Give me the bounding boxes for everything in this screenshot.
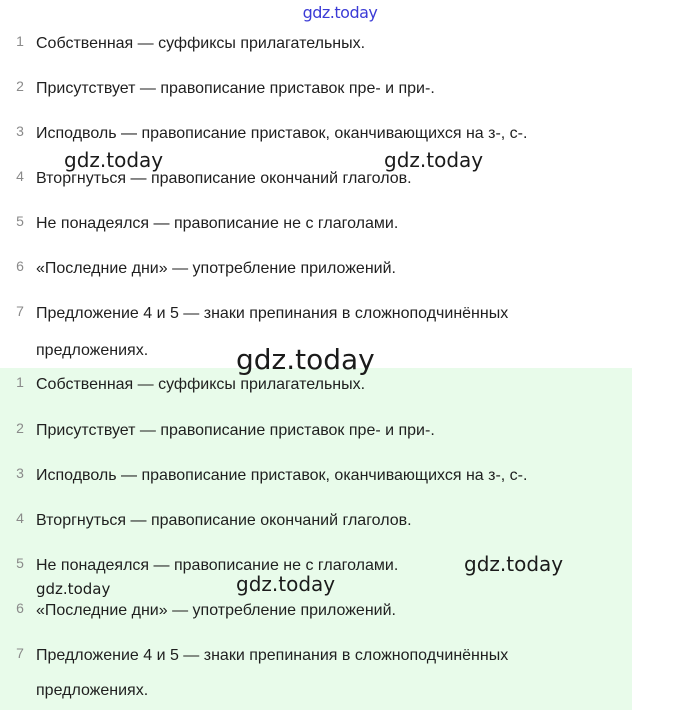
item-text: Присутствует — правописание приставок пре- и при-.: [36, 80, 435, 97]
item-number: 2: [16, 420, 24, 436]
item-text: Предложение 4 и 5 — знаки препинания в сложноподчинённых: [36, 305, 509, 322]
item-text: Предложение 4 и 5 — знаки препинания в сложноподчинённых: [36, 647, 509, 664]
answer-list-highlighted: [0, 368, 632, 710]
item-number: 5: [16, 213, 24, 229]
watermark-text: gdz.today: [36, 580, 111, 598]
item-number: 4: [16, 168, 24, 184]
item-text-continued: предложениях.: [36, 682, 149, 699]
item-number: 4: [16, 510, 24, 526]
item-text-continued: предложениях.: [36, 342, 149, 359]
item-number: 1: [16, 33, 24, 49]
item-number: 1: [16, 374, 24, 390]
item-number: 7: [16, 645, 24, 661]
item-text: Исподволь — правописание приставок, оканчивающихся на з-, с-.: [36, 125, 528, 142]
item-text: Вторгнуться — правописание окончаний глаголов.: [36, 512, 412, 529]
item-text: Присутствует — правописание приставок пре- и при-.: [36, 422, 435, 439]
item-number: 3: [16, 465, 24, 481]
item-text: «Последние дни» — употребление приложений.: [36, 602, 396, 619]
item-text: Собственная — суффиксы прилагательных.: [36, 35, 366, 52]
item-number: 6: [16, 600, 24, 616]
watermark-text: gdz.today: [236, 572, 336, 596]
watermark-text: gdz.today: [464, 552, 564, 576]
item-number: 6: [16, 258, 24, 274]
item-number: 2: [16, 78, 24, 94]
watermark-text: gdz.today: [384, 148, 484, 172]
watermark-text: gdz.today: [236, 343, 375, 376]
item-text: «Последние дни» — употребление приложений.: [36, 260, 396, 277]
item-number: 5: [16, 555, 24, 571]
item-text: Не понадеялся — правописание не с глаголами.: [36, 215, 399, 232]
item-number: 7: [16, 303, 24, 319]
item-text: Вторгнуться — правописание окончаний глаголов.: [36, 170, 412, 187]
watermark-header: gdz.today: [302, 3, 378, 22]
item-text: Исподволь — правописание приставок, оканчивающихся на з-, с-.: [36, 467, 528, 484]
item-number: 3: [16, 123, 24, 139]
item-text: Собственная — суффиксы прилагательных.: [36, 376, 366, 393]
item-text: Не понадеялся — правописание не с глаголами.: [36, 557, 399, 574]
watermark-text: gdz.today: [64, 148, 164, 172]
